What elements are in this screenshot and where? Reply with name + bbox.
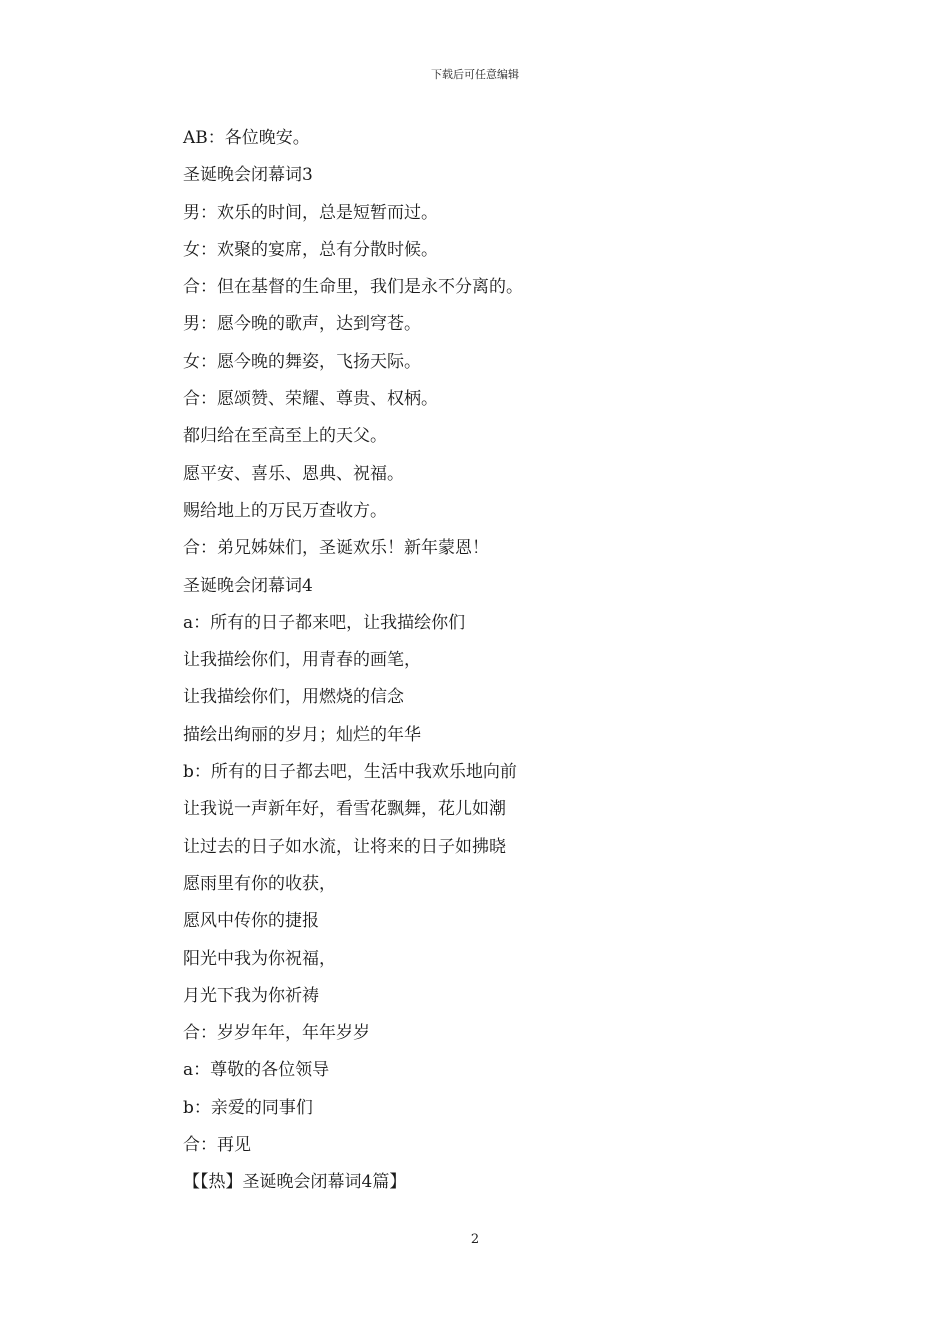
text-line: 月光下我为你祈祷	[183, 985, 319, 1006]
text-line: 男：愿今晚的歌声，达到穹苍。	[183, 314, 421, 335]
text-line: a：尊敬的各位领导	[183, 1060, 330, 1081]
text-line: 描绘出绚丽的岁月；灿烂的年华	[183, 724, 421, 745]
text-line: 愿雨里有你的收获，	[183, 873, 336, 894]
text-line: 男：欢乐的时间，总是短暂而过。	[183, 202, 438, 223]
text-line: AB：各位晚安。	[183, 128, 310, 148]
page-number: 2	[470, 1232, 480, 1247]
text-line: 女：欢聚的宴席，总有分散时候。	[183, 239, 438, 260]
section-heading: 圣诞晚会闭幕词3	[183, 165, 313, 186]
text-line: 让我描绘你们，用青春的画笔，	[183, 650, 421, 671]
text-line: 女：愿今晚的舞姿，飞扬天际。	[183, 351, 421, 372]
page-header: 下载后可任意编辑	[431, 68, 519, 81]
text-line: 阳光中我为你祝福，	[183, 948, 336, 969]
text-line: 让过去的日子如水流，让将来的日子如拂晓	[183, 836, 506, 857]
text-line: 赐给地上的万民万查收方。	[183, 500, 387, 521]
text-line: 合：再见	[183, 1135, 251, 1156]
text-line: 合：但在基督的生命里，我们是永不分离的。	[183, 277, 523, 298]
document-body	[183, 120, 803, 1202]
text-line: 愿平安、喜乐、恩典、祝福。	[183, 463, 404, 484]
text-line: b：亲爱的同事们	[183, 1097, 313, 1118]
section-heading: 圣诞晚会闭幕词4	[183, 575, 313, 596]
text-line: b：所有的日子都去吧，生活中我欢乐地向前	[183, 762, 517, 783]
text-line: a：所有的日子都来吧，让我描绘你们	[183, 612, 466, 633]
text-line: 让我说一声新年好，看雪花飘舞，花儿如潮	[183, 799, 506, 820]
text-line: 让我描绘你们，用燃烧的信念	[183, 687, 404, 708]
text-line: 合：愿颂赞、荣耀、尊贵、权柄。	[183, 389, 438, 410]
text-line: 都归给在至高至上的天父。	[183, 426, 387, 447]
related-article-title: 【【热】圣诞晚会闭幕词4篇】	[183, 1172, 407, 1193]
text-line: 合：岁岁年年，年年岁岁	[183, 1023, 370, 1044]
text-line: 愿风中传你的捷报	[183, 911, 319, 932]
text-line: 合：弟兄姊妹们，圣诞欢乐！新年蒙恩！	[183, 538, 489, 559]
